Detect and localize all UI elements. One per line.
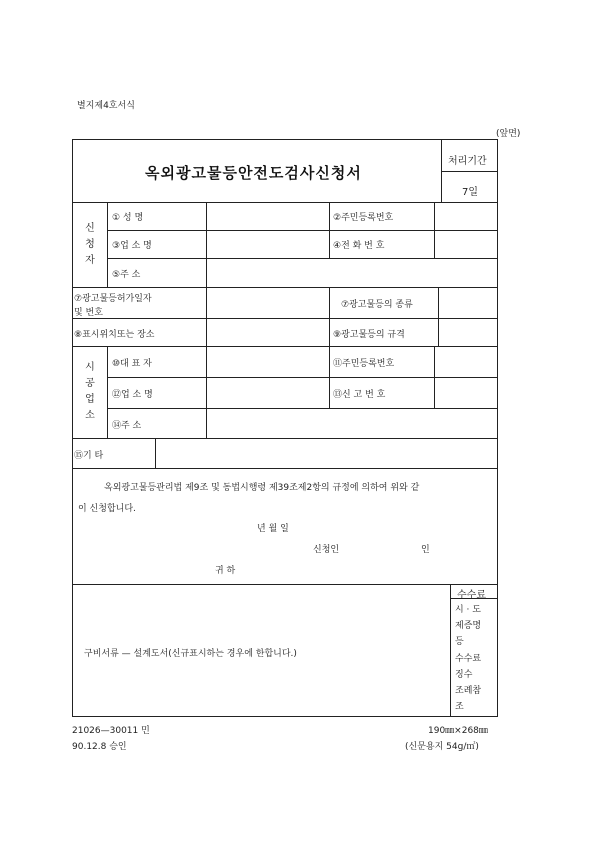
permit-number-label: 및 번호 [74, 308, 103, 318]
name-label: ① 성 명 [112, 213, 144, 223]
ad-spec-label: ⑨광고물등의 규격 [333, 330, 405, 340]
form-title: 옥외광고물등안전도검사신청서 [145, 164, 362, 182]
report-number-label: ⑬신 고 번 호 [333, 390, 386, 400]
seal-label: 인 [421, 545, 430, 555]
fee-label: 수수료 [457, 590, 486, 601]
form-code: 21026—30011 민 [72, 726, 150, 736]
paper-type: (신문용지 54g/㎡) [405, 742, 479, 752]
page-side-label: (앞면) [496, 129, 521, 139]
fee-details: 시 · 도 제증명 등 수수료 징수 조례참 조 [455, 605, 482, 713]
applicant-address-label: ⑤주 소 [112, 270, 141, 280]
contractor-resident-number-label: ⑪주민등록번호 [333, 359, 395, 369]
applicant-business-name-label: ③업 소 명 [112, 241, 152, 251]
representative-label: ⑩대 표 자 [112, 359, 152, 369]
contractor-section-label: 시 공 업 소 [85, 362, 95, 421]
declaration-line-1: 옥외광고물등관리법 제9조 및 동법시행령 제39조제2항의 규정에 의하여 위와 같 [104, 483, 420, 493]
ad-type-label: ⑦광고물등의 종류 [341, 300, 413, 310]
form-number: 별지제4호서식 [77, 101, 135, 111]
permit-date-label: ⑦광고물등허가일자 [74, 294, 152, 304]
location-label: ⑧표시위치또는 장소 [74, 330, 155, 340]
phone-label: ④전 화 번 호 [333, 241, 385, 251]
recipient-label: 귀 하 [215, 566, 236, 576]
paper-size: 190㎜×268㎜ [428, 726, 488, 736]
date-line: 년 월 일 [257, 524, 289, 534]
declaration-line-2: 이 신청합니다. [78, 504, 136, 514]
contractor-business-name-label: ⑫업 소 명 [112, 390, 153, 400]
required-documents: 구비서류 — 설계도서(신규표시하는 경우에 한합니다.) [84, 649, 297, 659]
contractor-address-label: ⑭주 소 [112, 421, 142, 431]
applicant-section-label: 신 청 자 [85, 223, 95, 266]
processing-period-value: 7일 [462, 187, 479, 198]
processing-period-label: 처리기간 [448, 156, 487, 167]
applicant-signature-label: 신청인 [313, 545, 340, 555]
other-label: ⑮기 타 [74, 451, 104, 461]
applicant-resident-number-label: ②주민등록번호 [333, 213, 394, 223]
approval-date: 90.12.8 승인 [72, 742, 127, 752]
